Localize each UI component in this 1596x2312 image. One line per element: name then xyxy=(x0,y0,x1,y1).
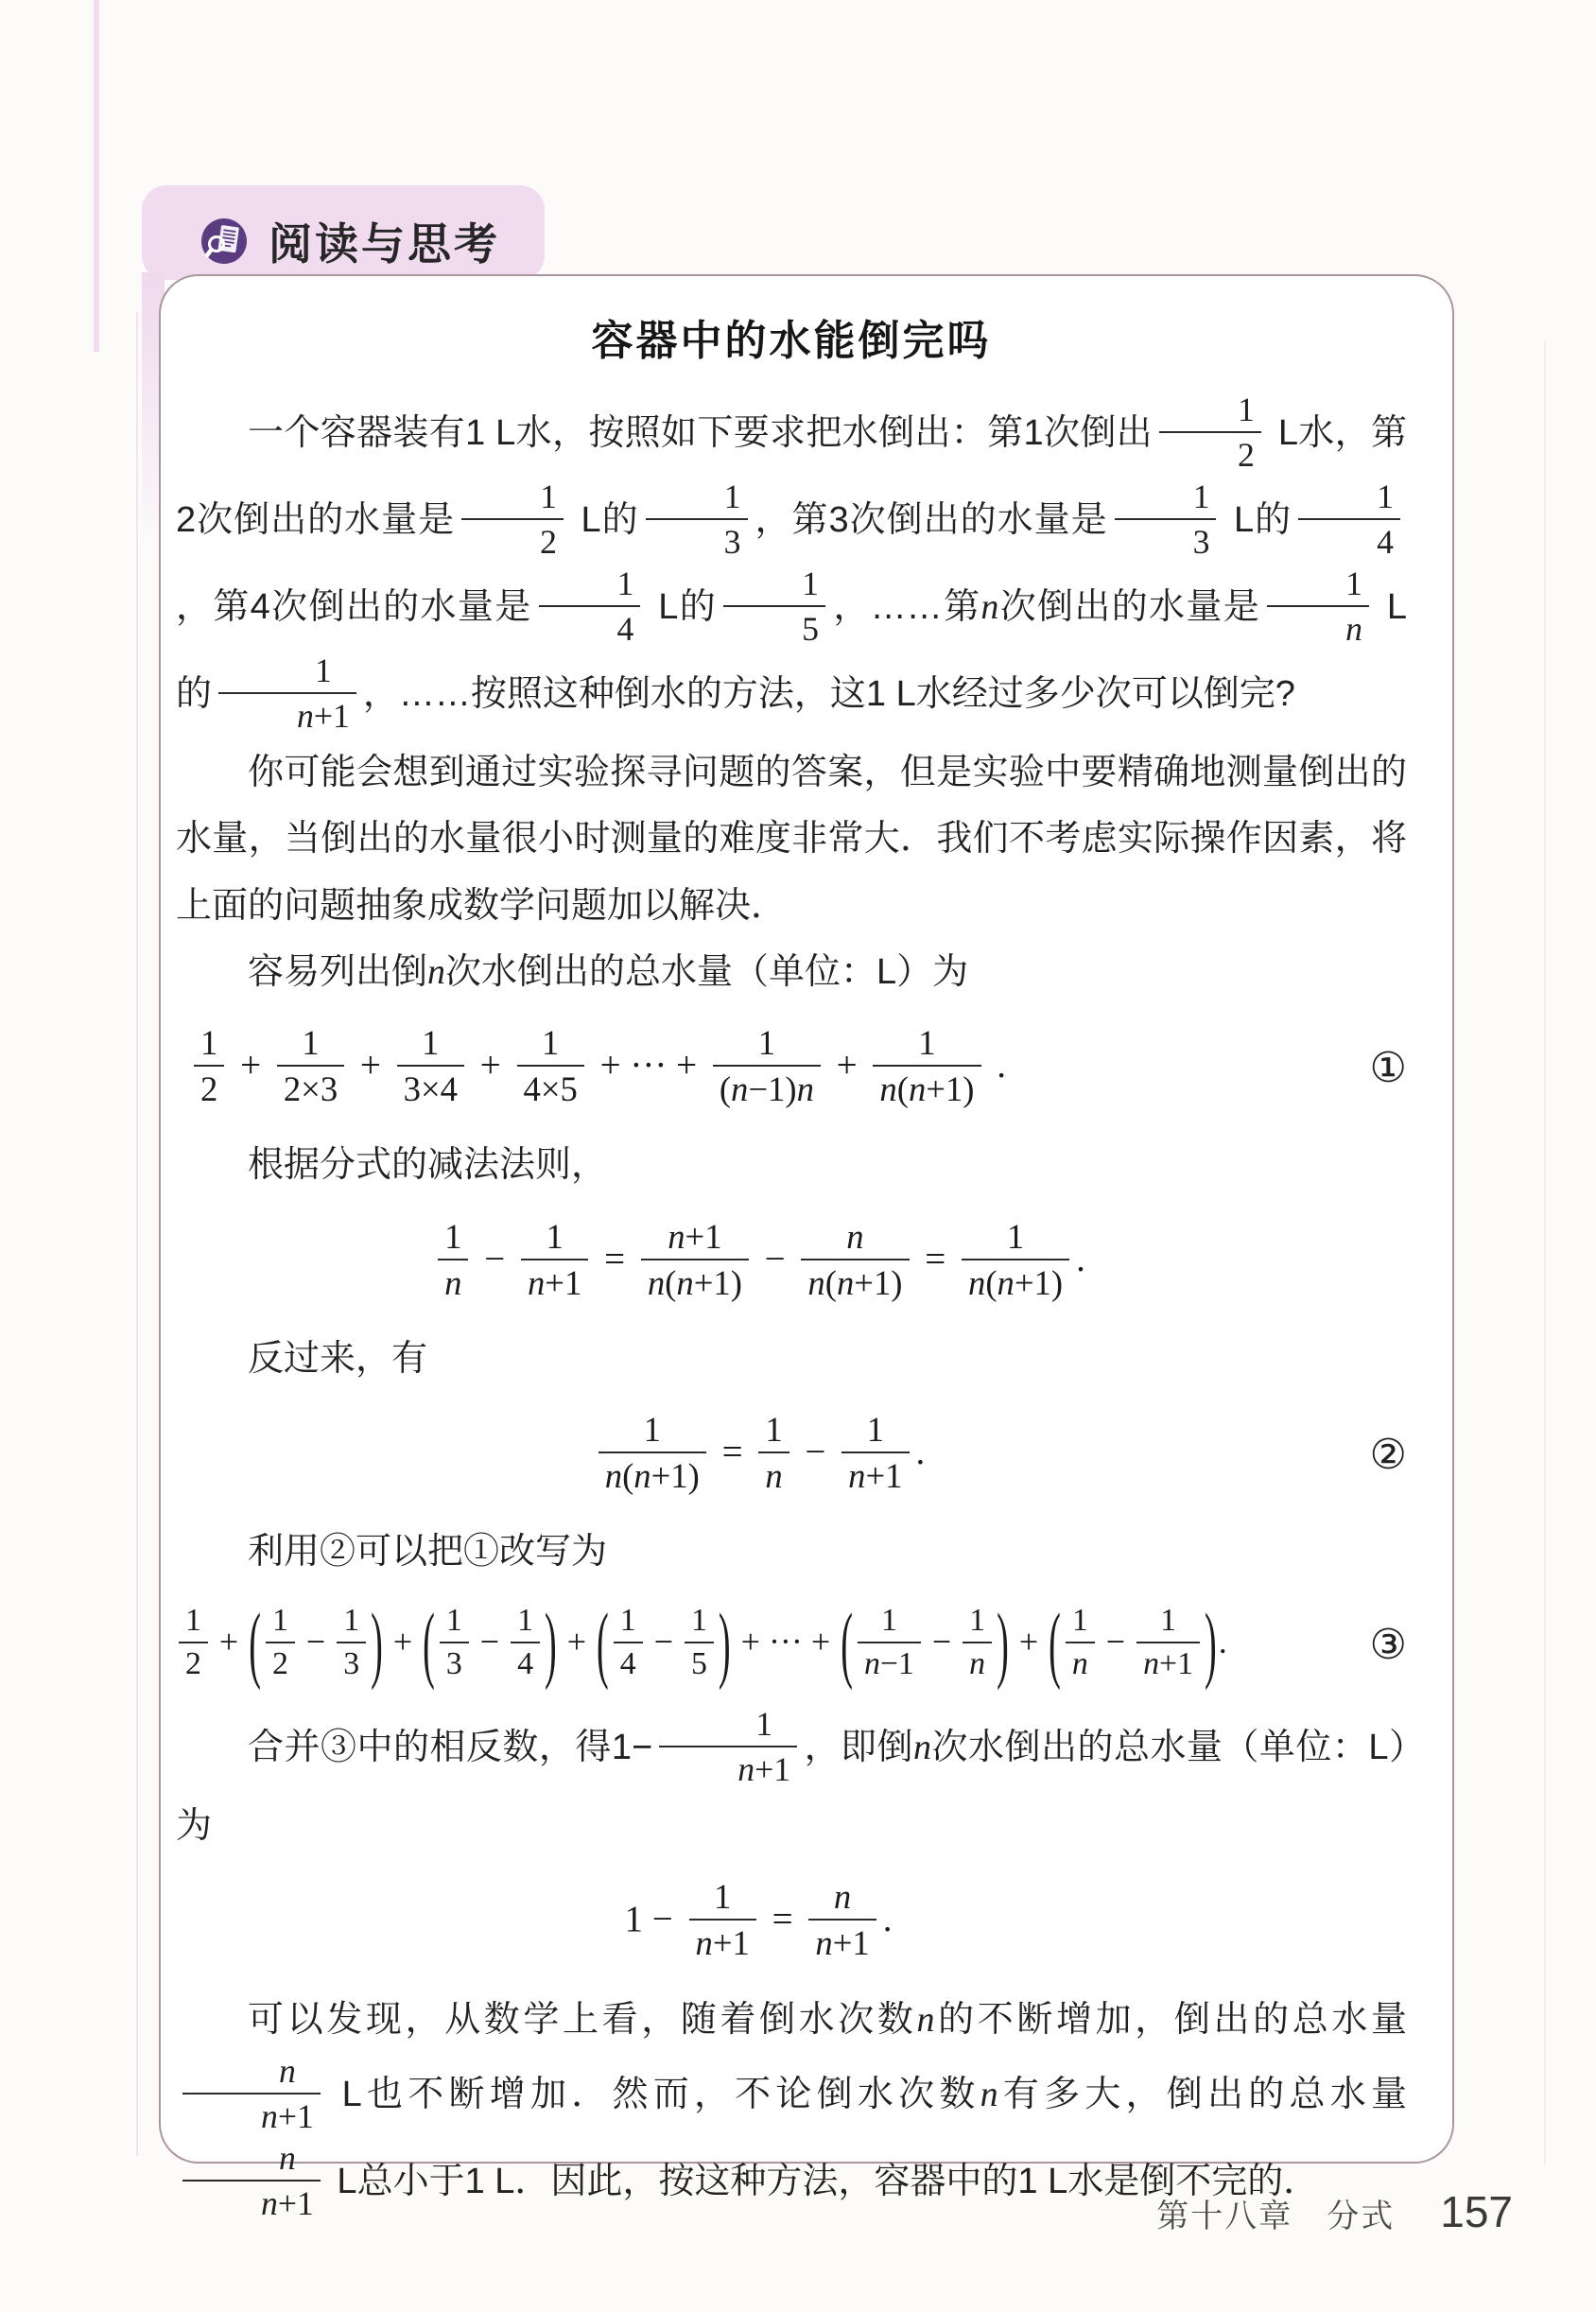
fraction: $\frac{1}{2}$ xyxy=(266,1603,295,1682)
section-banner xyxy=(142,185,545,280)
fraction: $\frac{1}{n+1}$ xyxy=(841,1410,909,1495)
fraction: $\frac{1}{3}$ xyxy=(1115,478,1217,561)
fraction: $\frac{1}{n}$ xyxy=(438,1217,468,1302)
equation-label: ② xyxy=(1369,1432,1407,1479)
big-paren: ) xyxy=(371,1598,383,1693)
equation-label: ③ xyxy=(1369,1622,1407,1669)
fraction: $\frac{1}{3\times 4}$ xyxy=(397,1023,464,1108)
fraction: $\frac{1}{4\times 5}$ xyxy=(517,1023,584,1108)
equation xyxy=(176,1411,1407,1500)
fraction: $\frac{1}{4}$ xyxy=(1298,478,1400,561)
fraction: $\frac{1}{3}$ xyxy=(646,478,748,561)
fraction: $\frac{1}{n+1}$ xyxy=(689,1877,756,1962)
big-paren: ) xyxy=(545,1598,557,1693)
paragraph xyxy=(176,1132,1407,1198)
fraction: $\frac{1}{5}$ xyxy=(685,1603,714,1682)
fraction: $\frac{1}{3}$ xyxy=(337,1603,366,1682)
equation xyxy=(176,1598,1407,1693)
paragraph xyxy=(176,391,1407,739)
fraction: $\frac{1}{n}$ xyxy=(758,1410,789,1495)
magnifier-document-icon xyxy=(200,217,248,265)
text-run: 1 − $\frac{1}{n+1}$ = $\frac{n}{n+1}$ . xyxy=(624,1877,893,1963)
paragraph xyxy=(176,1519,1407,1585)
paragraph xyxy=(176,939,1407,1005)
fraction: $\frac{1}{2}$ xyxy=(194,1023,224,1108)
fraction: $\frac{1}{2}$ xyxy=(461,478,564,561)
fraction: $\frac{1}{4}$ xyxy=(614,1603,643,1682)
right-margin-rule xyxy=(1544,340,1546,2165)
equation xyxy=(176,1218,1407,1307)
fraction: $\frac{1}{n+1}$ xyxy=(1136,1603,1200,1682)
text-run: 你可能会想到通过实验探寻问题的答案，但是实验中要精确地测量倒出的水量，当倒出的水量很小时测量的难度非常大．我们不考虑实际操作因素，将上面的问题抽象成数学问题加以解决． xyxy=(176,753,1407,926)
left-margin-rule xyxy=(136,312,138,2156)
fraction: $\frac{1}{4}$ xyxy=(511,1603,540,1682)
section-banner-label: 阅读与思考 xyxy=(269,219,500,269)
text-run: $\frac{1}{n(n+1)}$ = $\frac{1}{n}$ − $\frac{1}{n+1}$ . xyxy=(592,1411,926,1500)
fraction: $\frac{1}{2\times 3}$ xyxy=(277,1023,344,1108)
equation-label: ① xyxy=(1369,1045,1407,1092)
text-run: $\frac{1}{2}$ + ( $\frac{1}{2}$ − $\frac{1}{3}$ ) + ( $\frac{1}{3}$ − $\frac{1}{4}$ ) + ( $\frac{1}{4}$ − $\frac{1}{5}$ ) + ··· + ( $\frac{1}{n-1}$ − $\frac{1}{n}$ ) + ( $\frac{1}{n}$ − $\frac{1}{n+1}$ ). xyxy=(176,1604,1227,1687)
text-run: $\frac{1}{n}$ − $\frac{1}{n+1}$ = $\frac{n+1}{n(n+1)}$ − $\frac{n}{n(n+1)}$ = $\frac{1}{n(n+1)}$ . xyxy=(431,1218,1085,1307)
fraction: $\frac{n+1}{n(n+1)}$ xyxy=(641,1217,749,1302)
paragraph xyxy=(176,739,1407,939)
fraction: $\frac{1}{3}$ xyxy=(440,1603,469,1682)
text-run: 容易列出倒n次水倒出的总水量（单位：L）为 xyxy=(248,951,969,992)
footer-chapter-label: 第十八章 分式 xyxy=(1156,2199,1396,2234)
section-banner-inner xyxy=(200,210,500,272)
fraction: $\frac{n}{n(n+1)}$ xyxy=(801,1217,909,1302)
fraction: $\frac{n}{n+1}$ xyxy=(182,2139,321,2222)
big-paren: ( xyxy=(1049,1598,1061,1693)
fraction: $\frac{1}{n}$ xyxy=(1267,565,1369,648)
fraction: $\frac{1}{n}$ xyxy=(963,1603,992,1682)
fraction: $\frac{n}{n+1}$ xyxy=(808,1877,876,1962)
big-paren: ( xyxy=(423,1598,435,1693)
page-footer xyxy=(1156,2186,1513,2237)
fraction: $\frac{1}{5}$ xyxy=(723,565,825,648)
fraction: $\frac{1}{n+1}$ xyxy=(659,1705,797,1788)
article-title: 容器中的水能倒完吗 xyxy=(591,318,992,364)
paragraph xyxy=(176,1326,1407,1392)
text-run: 反过来，有 xyxy=(248,1338,428,1379)
text-run: 一个容器装有1 L水，按照如下要求把水倒出：第1次倒出 $\frac{1}{2}$ L水，第2次倒出的水量是 $\frac{1}{2}$ L的 $\frac{1}{3}$ ，第3次倒出的水量是 $\frac{1}{3}$ L的 $\frac{1}{4}$ ，第4次倒出的水量是 $\frac{1}{4}$ L的 $\frac{1}{5}$ ，……第n次倒出的水量是 $\frac{1}{n}$ L的 $\frac{1}{n+1}$ ，……按照这种倒水的方法，这1 L水经过多少次可以倒完? xyxy=(176,391,1407,735)
big-paren: ) xyxy=(997,1598,1009,1693)
text-run: 可以发现，从数学上看，随着倒水次数n的不断增加，倒出的总水量 $\frac{n}{n+1}$ L也不断增加．然而，不论倒水次数n有多大，倒出的总水量 $\frac{n}{n+1}$ L总小于1 L．因此，按这种方法，容器中的1 L水是倒不完的． xyxy=(176,2000,1407,2201)
footer-page-number: 157 xyxy=(1440,2187,1513,2236)
fraction: $\frac{1}{n(n+1)}$ xyxy=(962,1217,1069,1302)
equation xyxy=(176,1878,1407,1967)
fraction: $\frac{1}{4}$ xyxy=(539,565,641,648)
fraction: $\frac{n}{n+1}$ xyxy=(182,2052,321,2135)
fraction: $\frac{1}{n(n+1)}$ xyxy=(873,1023,980,1108)
fraction: $\frac{1}{n+1}$ xyxy=(218,652,356,735)
page-edge-decoration xyxy=(94,0,99,352)
article-body xyxy=(176,391,1407,2227)
fraction: $\frac{1}{n}$ xyxy=(1066,1603,1095,1682)
text-run: 根据分式的减法法则， xyxy=(248,1145,608,1186)
text-run: 利用②可以把①改写为 xyxy=(248,1532,608,1573)
fraction: $\frac{1}{n(n+1)}$ xyxy=(598,1410,706,1495)
big-paren: ) xyxy=(1205,1598,1217,1693)
fraction: $\frac{1}{n+1}$ xyxy=(521,1217,588,1302)
fraction: $\frac{1}{(n-1)n}$ xyxy=(713,1023,821,1108)
equation xyxy=(176,1024,1407,1113)
big-paren: ( xyxy=(249,1598,261,1693)
fraction: $\frac{1}{2}$ xyxy=(179,1603,208,1682)
paragraph xyxy=(176,1706,1407,1859)
big-paren: ( xyxy=(597,1598,609,1693)
fraction: $\frac{1}{n-1}$ xyxy=(858,1603,921,1682)
big-paren: ) xyxy=(718,1598,731,1693)
text-run: $\frac{1}{2}$ + $\frac{1}{2\times 3}$ + $\frac{1}{3\times 4}$ + $\frac{1}{4\times 5}$ + ··· + $\frac{1}{(n-1)n}$ + $\frac{1}{n(n+1)}$ . xyxy=(187,1024,1006,1113)
big-paren: ( xyxy=(841,1598,853,1693)
fraction: $\frac{1}{2}$ xyxy=(1159,391,1261,474)
text-run: 合并③中的相反数，得1− $\frac{1}{n+1}$ ，即倒n次水倒出的总水量（单位：L）为 xyxy=(176,1705,1407,1847)
